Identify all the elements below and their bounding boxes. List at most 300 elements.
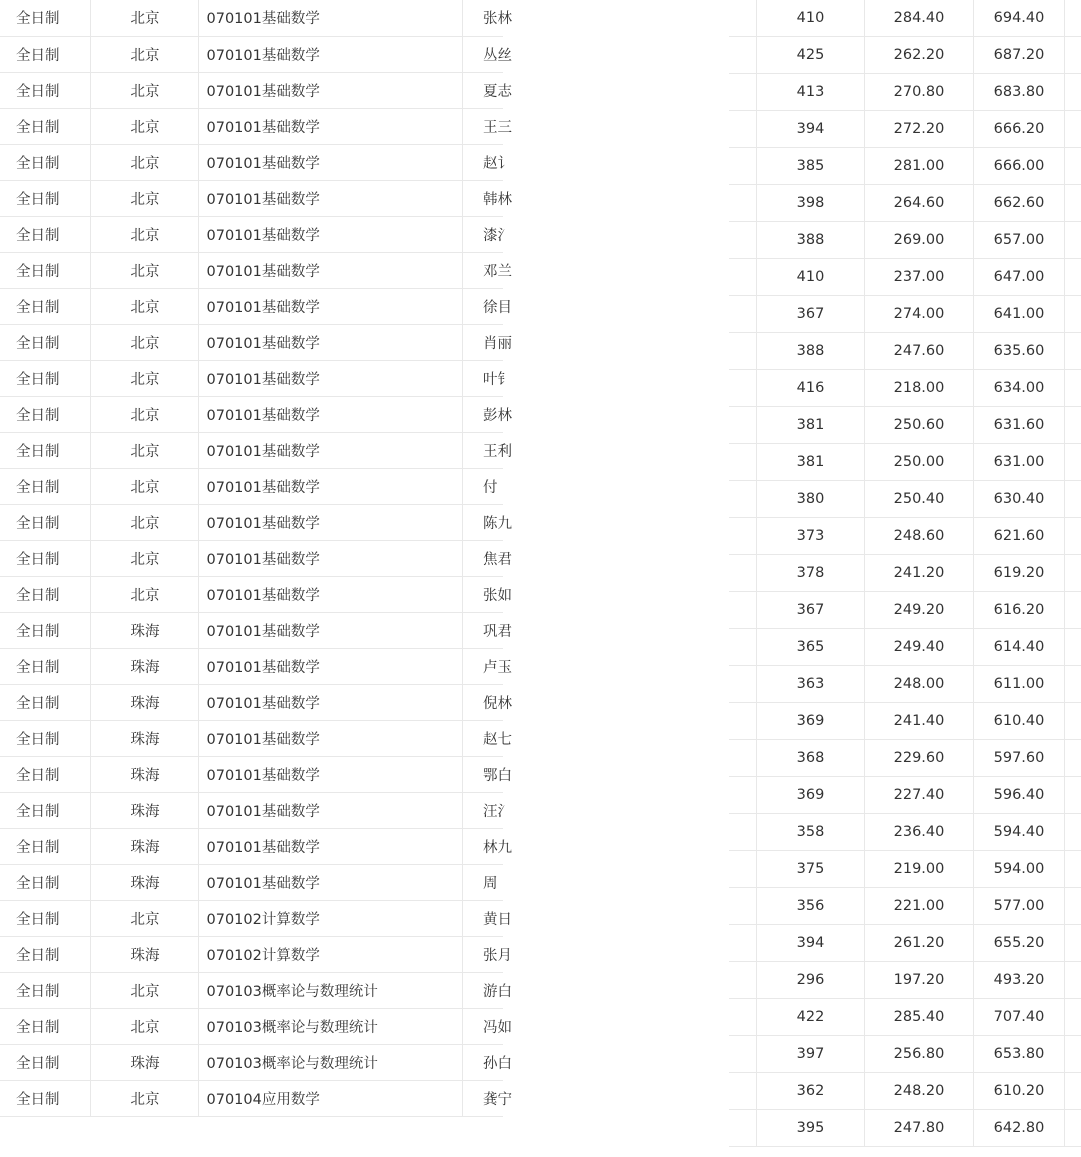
table-row (729, 0, 1081, 37)
total-score-cell: 594.00 (974, 851, 1065, 888)
name-cell (462, 864, 503, 900)
total-score-cell: 596.40 (974, 777, 1065, 814)
retest-score-cell: 262.20 (865, 37, 974, 74)
major-cell: 070101基础数学 (198, 0, 462, 36)
major-cell: 070101基础数学 (198, 360, 462, 396)
retest-score-cell: 248.20 (865, 1073, 974, 1110)
major-cell: 070101基础数学 (198, 180, 462, 216)
table-row (0, 684, 503, 720)
table-row (729, 370, 1081, 407)
retest-score-cell: 247.60 (865, 333, 974, 370)
name-text: 漆氵 (483, 227, 512, 244)
initial-score-cell: 362 (757, 1073, 865, 1110)
major-cell: 070102计算数学 (198, 900, 462, 936)
name-cell (462, 288, 512, 324)
spacer-cell (1065, 888, 1081, 925)
retest-score-cell: 285.40 (865, 999, 974, 1036)
study-type-cell: 全日制 (0, 396, 90, 432)
study-type-cell: 全日制 (0, 720, 90, 756)
table-row (729, 1110, 1081, 1147)
total-score-cell: 594.40 (974, 814, 1065, 851)
spacer-cell (729, 740, 757, 777)
retest-score-cell: 227.40 (865, 777, 974, 814)
name-text: 付 (483, 479, 498, 496)
initial-score-cell: 296 (757, 962, 865, 999)
table-row (0, 648, 503, 684)
study-type-cell: 全日制 (0, 144, 90, 180)
initial-score-cell: 369 (757, 777, 865, 814)
table-row (729, 666, 1081, 703)
spacer-cell (1065, 370, 1081, 407)
spacer-cell (729, 518, 757, 555)
major-cell: 070101基础数学 (198, 756, 462, 792)
name-cell (462, 144, 512, 180)
study-type-cell: 全日制 (0, 864, 90, 900)
major-cell: 070101基础数学 (198, 144, 462, 180)
total-score-cell: 662.60 (974, 185, 1065, 222)
initial-score-cell: 410 (757, 259, 865, 296)
retest-score-cell: 256.80 (865, 1036, 974, 1073)
name-cell (462, 324, 512, 360)
table-row (0, 900, 503, 936)
initial-score-cell: 385 (757, 148, 865, 185)
table-row (0, 216, 503, 252)
spacer-cell (729, 222, 757, 259)
name-text: 龚宁 (483, 1091, 512, 1108)
study-type-cell: 全日制 (0, 468, 90, 504)
spacer-cell (729, 333, 757, 370)
name-cell (462, 468, 503, 504)
study-type-cell: 全日制 (0, 612, 90, 648)
major-cell: 070101基础数学 (198, 720, 462, 756)
major-cell: 070101基础数学 (198, 396, 462, 432)
table-row (0, 396, 503, 432)
study-type-cell: 全日制 (0, 36, 90, 72)
major-cell: 070103概率论与数理统计 (198, 972, 462, 1008)
table-row (729, 851, 1081, 888)
spacer-cell (729, 407, 757, 444)
total-score-cell: 577.00 (974, 888, 1065, 925)
campus-cell: 北京 (90, 972, 198, 1008)
initial-score-cell: 363 (757, 666, 865, 703)
name-text: 冯如 (483, 1019, 512, 1036)
name-cell (462, 108, 512, 144)
spacer-cell (729, 148, 757, 185)
study-type-cell: 全日制 (0, 684, 90, 720)
study-type-cell: 全日制 (0, 216, 90, 252)
table-row (729, 925, 1081, 962)
initial-score-cell: 394 (757, 925, 865, 962)
table-row (729, 777, 1081, 814)
spacer-cell (1065, 814, 1081, 851)
table-row (729, 555, 1081, 592)
name-cell (462, 576, 512, 612)
total-score-cell: 493.20 (974, 962, 1065, 999)
study-type-cell: 全日制 (0, 72, 90, 108)
initial-score-cell: 381 (757, 444, 865, 481)
name-cell (462, 396, 512, 432)
retest-score-cell: 284.40 (865, 0, 974, 37)
table-row (0, 108, 503, 144)
spacer-cell (729, 888, 757, 925)
table-row (729, 1073, 1081, 1110)
name-cell (462, 684, 512, 720)
table-row (0, 540, 503, 576)
total-score-cell: 641.00 (974, 296, 1065, 333)
major-cell: 070101基础数学 (198, 432, 462, 468)
name-text: 林九 (483, 839, 512, 856)
retest-score-cell: 281.00 (865, 148, 974, 185)
spacer-cell (729, 259, 757, 296)
campus-cell: 珠海 (90, 1044, 198, 1080)
name-text: 鄂白 (483, 767, 512, 784)
table-row (0, 324, 503, 360)
campus-cell: 北京 (90, 324, 198, 360)
total-score-cell: 707.40 (974, 999, 1065, 1036)
table-row (0, 0, 503, 36)
spacer-cell (1065, 962, 1081, 999)
table-row (729, 481, 1081, 518)
campus-cell: 北京 (90, 1008, 198, 1044)
total-score-cell: 610.40 (974, 703, 1065, 740)
spacer-cell (1065, 703, 1081, 740)
total-score-cell: 666.20 (974, 111, 1065, 148)
total-score-cell: 614.40 (974, 629, 1065, 666)
name-text: 张月 (483, 947, 512, 964)
table-row (729, 37, 1081, 74)
name-cell (462, 648, 512, 684)
campus-cell: 北京 (90, 36, 198, 72)
spacer-cell (729, 1036, 757, 1073)
spacer-cell (729, 1073, 757, 1110)
name-cell (462, 900, 512, 936)
campus-cell: 北京 (90, 252, 198, 288)
major-cell: 070101基础数学 (198, 72, 462, 108)
table-row (729, 962, 1081, 999)
study-type-cell: 全日制 (0, 972, 90, 1008)
study-type-cell: 全日制 (0, 576, 90, 612)
campus-cell: 北京 (90, 0, 198, 36)
total-score-cell: 666.00 (974, 148, 1065, 185)
table-row (0, 792, 503, 828)
table-row (0, 504, 503, 540)
spacer-cell (729, 0, 757, 37)
campus-cell: 北京 (90, 144, 198, 180)
spacer-cell (1065, 407, 1081, 444)
total-score-cell: 597.60 (974, 740, 1065, 777)
campus-cell: 北京 (90, 432, 198, 468)
study-type-cell: 全日制 (0, 0, 90, 36)
name-cell (462, 756, 512, 792)
name-cell (462, 540, 512, 576)
initial-score-cell: 358 (757, 814, 865, 851)
table-row (729, 444, 1081, 481)
retest-score-cell: 249.40 (865, 629, 974, 666)
initial-score-cell: 368 (757, 740, 865, 777)
name-cell (462, 72, 512, 108)
table-row (0, 288, 503, 324)
campus-cell: 北京 (90, 396, 198, 432)
initial-score-cell: 375 (757, 851, 865, 888)
name-cell (462, 720, 512, 756)
spacer-cell (729, 777, 757, 814)
campus-cell: 北京 (90, 72, 198, 108)
campus-cell: 北京 (90, 216, 198, 252)
study-type-cell: 全日制 (0, 756, 90, 792)
major-cell: 070101基础数学 (198, 324, 462, 360)
campus-cell: 珠海 (90, 936, 198, 972)
study-type-cell: 全日制 (0, 180, 90, 216)
spacer-cell (1065, 925, 1081, 962)
spacer-cell (729, 111, 757, 148)
name-cell (462, 828, 512, 864)
table-row (729, 111, 1081, 148)
spacer-cell (1065, 518, 1081, 555)
name-text: 赵讠 (483, 155, 512, 172)
study-type-cell: 全日制 (0, 432, 90, 468)
name-cell (462, 36, 512, 72)
campus-cell: 北京 (90, 900, 198, 936)
study-type-cell: 全日制 (0, 648, 90, 684)
table-row (0, 72, 503, 108)
name-cell (462, 216, 512, 252)
total-score-cell: 657.00 (974, 222, 1065, 259)
initial-score-cell: 356 (757, 888, 865, 925)
total-score-cell: 616.20 (974, 592, 1065, 629)
name-cell (462, 612, 512, 648)
spacer-cell (1065, 74, 1081, 111)
study-type-cell: 全日制 (0, 252, 90, 288)
table-row (0, 576, 503, 612)
initial-score-cell: 410 (757, 0, 865, 37)
name-text: 赵七 (483, 731, 512, 748)
table-row (729, 518, 1081, 555)
initial-score-cell: 395 (757, 1110, 865, 1147)
initial-score-cell: 413 (757, 74, 865, 111)
table-row (729, 259, 1081, 296)
initial-score-cell: 416 (757, 370, 865, 407)
name-text: 孙白 (483, 1055, 512, 1072)
spacer-cell (1065, 0, 1081, 37)
table-row (729, 148, 1081, 185)
retest-score-cell: 218.00 (865, 370, 974, 407)
campus-cell: 北京 (90, 108, 198, 144)
spacer-cell (729, 370, 757, 407)
campus-cell: 珠海 (90, 792, 198, 828)
total-score-cell: 634.00 (974, 370, 1065, 407)
spacer-cell (1065, 444, 1081, 481)
study-type-cell: 全日制 (0, 504, 90, 540)
retest-score-cell: 264.60 (865, 185, 974, 222)
table-row (729, 333, 1081, 370)
major-cell: 070101基础数学 (198, 612, 462, 648)
major-cell: 070101基础数学 (198, 540, 462, 576)
major-cell: 070101基础数学 (198, 828, 462, 864)
name-text: 周 (483, 875, 498, 892)
spacer-cell (729, 444, 757, 481)
name-text: 张林 (483, 11, 512, 28)
initial-score-cell: 378 (757, 555, 865, 592)
study-type-cell: 全日制 (0, 540, 90, 576)
table-row (0, 468, 503, 504)
spacer-cell (1065, 148, 1081, 185)
spacer-cell (729, 925, 757, 962)
spacer-cell (1065, 333, 1081, 370)
major-cell: 070101基础数学 (198, 576, 462, 612)
study-type-cell: 全日制 (0, 1044, 90, 1080)
campus-cell: 北京 (90, 540, 198, 576)
spacer-cell (1065, 259, 1081, 296)
initial-score-cell: 367 (757, 592, 865, 629)
table-row (729, 1036, 1081, 1073)
name-text: 卢玉 (483, 659, 512, 676)
spacer-cell (1065, 666, 1081, 703)
total-score-cell: 653.80 (974, 1036, 1065, 1073)
retest-score-cell: 247.80 (865, 1110, 974, 1147)
campus-cell: 珠海 (90, 648, 198, 684)
retest-score-cell: 248.00 (865, 666, 974, 703)
initial-score-cell: 388 (757, 333, 865, 370)
initial-score-cell: 394 (757, 111, 865, 148)
major-cell: 070101基础数学 (198, 792, 462, 828)
name-text: 巩君 (483, 623, 512, 640)
table-row (729, 222, 1081, 259)
name-cell (462, 1008, 512, 1044)
spacer-cell (1065, 111, 1081, 148)
spacer-cell (729, 666, 757, 703)
major-cell: 070103概率论与数理统计 (198, 1008, 462, 1044)
retest-score-cell: 250.40 (865, 481, 974, 518)
spacer-cell (1065, 999, 1081, 1036)
initial-score-cell: 367 (757, 296, 865, 333)
initial-score-cell: 425 (757, 37, 865, 74)
spacer-cell (1065, 1073, 1081, 1110)
name-cell (462, 504, 512, 540)
campus-cell: 珠海 (90, 864, 198, 900)
total-score-cell: 642.80 (974, 1110, 1065, 1147)
major-cell: 070101基础数学 (198, 216, 462, 252)
retest-score-cell: 261.20 (865, 925, 974, 962)
retest-score-cell: 249.20 (865, 592, 974, 629)
name-text: 夏志 (483, 83, 512, 100)
table-row (729, 888, 1081, 925)
campus-cell: 北京 (90, 360, 198, 396)
retest-score-cell: 229.60 (865, 740, 974, 777)
study-type-cell: 全日制 (0, 936, 90, 972)
retest-score-cell: 274.00 (865, 296, 974, 333)
initial-score-cell: 388 (757, 222, 865, 259)
table-row (729, 296, 1081, 333)
table-row (0, 252, 503, 288)
retest-score-cell: 241.20 (865, 555, 974, 592)
retest-score-cell: 219.00 (865, 851, 974, 888)
admission-table-right (729, 0, 1081, 1147)
campus-cell: 北京 (90, 468, 198, 504)
retest-score-cell: 236.40 (865, 814, 974, 851)
study-type-cell: 全日制 (0, 360, 90, 396)
name-text: 邓兰 (483, 263, 512, 280)
total-score-cell: 655.20 (974, 925, 1065, 962)
name-text: 叶钅 (483, 371, 512, 388)
initial-score-cell: 398 (757, 185, 865, 222)
campus-cell: 珠海 (90, 684, 198, 720)
name-text: 张如 (483, 587, 512, 604)
spacer-cell (729, 629, 757, 666)
study-type-cell: 全日制 (0, 1008, 90, 1044)
name-text: 徐目 (483, 299, 512, 316)
retest-score-cell: 250.60 (865, 407, 974, 444)
total-score-cell: 610.20 (974, 1073, 1065, 1110)
spacer-cell (729, 37, 757, 74)
campus-cell: 珠海 (90, 756, 198, 792)
total-score-cell: 683.80 (974, 74, 1065, 111)
major-cell: 070101基础数学 (198, 504, 462, 540)
study-type-cell: 全日制 (0, 288, 90, 324)
spacer-cell (1065, 629, 1081, 666)
spacer-cell (729, 592, 757, 629)
study-type-cell: 全日制 (0, 828, 90, 864)
campus-cell: 北京 (90, 288, 198, 324)
spacer-cell (1065, 37, 1081, 74)
table-row (0, 612, 503, 648)
table-row (0, 864, 503, 900)
total-score-cell: 694.40 (974, 0, 1065, 37)
major-cell: 070104应用数学 (198, 1080, 462, 1116)
table-row (0, 756, 503, 792)
spacer-cell (729, 851, 757, 888)
initial-score-cell: 381 (757, 407, 865, 444)
spacer-cell (729, 703, 757, 740)
table-row (729, 407, 1081, 444)
campus-cell: 珠海 (90, 720, 198, 756)
table-row (0, 828, 503, 864)
major-cell: 070101基础数学 (198, 864, 462, 900)
spacer-cell (729, 814, 757, 851)
campus-cell: 北京 (90, 504, 198, 540)
table-row (729, 703, 1081, 740)
spacer-cell (1065, 555, 1081, 592)
table-row (729, 999, 1081, 1036)
name-cell (462, 180, 512, 216)
total-score-cell: 631.00 (974, 444, 1065, 481)
initial-score-cell: 380 (757, 481, 865, 518)
name-cell (462, 1080, 512, 1116)
spacer-cell (1065, 222, 1081, 259)
retest-score-cell: 197.20 (865, 962, 974, 999)
study-type-cell: 全日制 (0, 108, 90, 144)
total-score-cell: 611.00 (974, 666, 1065, 703)
initial-score-cell: 397 (757, 1036, 865, 1073)
spacer-cell (1065, 592, 1081, 629)
table-row (729, 592, 1081, 629)
right-table-panel (729, 0, 1077, 1147)
name-text: 王三 (483, 119, 512, 136)
spacer-cell (729, 555, 757, 592)
campus-cell: 珠海 (90, 612, 198, 648)
major-cell: 070101基础数学 (198, 252, 462, 288)
admission-table-left (0, 0, 512, 1117)
table-row (0, 1044, 503, 1080)
name-cell (462, 252, 512, 288)
spacer-cell (1065, 1036, 1081, 1073)
table-row (729, 185, 1081, 222)
name-text: 焦君 (483, 551, 512, 568)
table-row (0, 1008, 503, 1044)
initial-score-cell: 373 (757, 518, 865, 555)
table-row (0, 360, 503, 396)
total-score-cell: 621.60 (974, 518, 1065, 555)
retest-score-cell: 237.00 (865, 259, 974, 296)
